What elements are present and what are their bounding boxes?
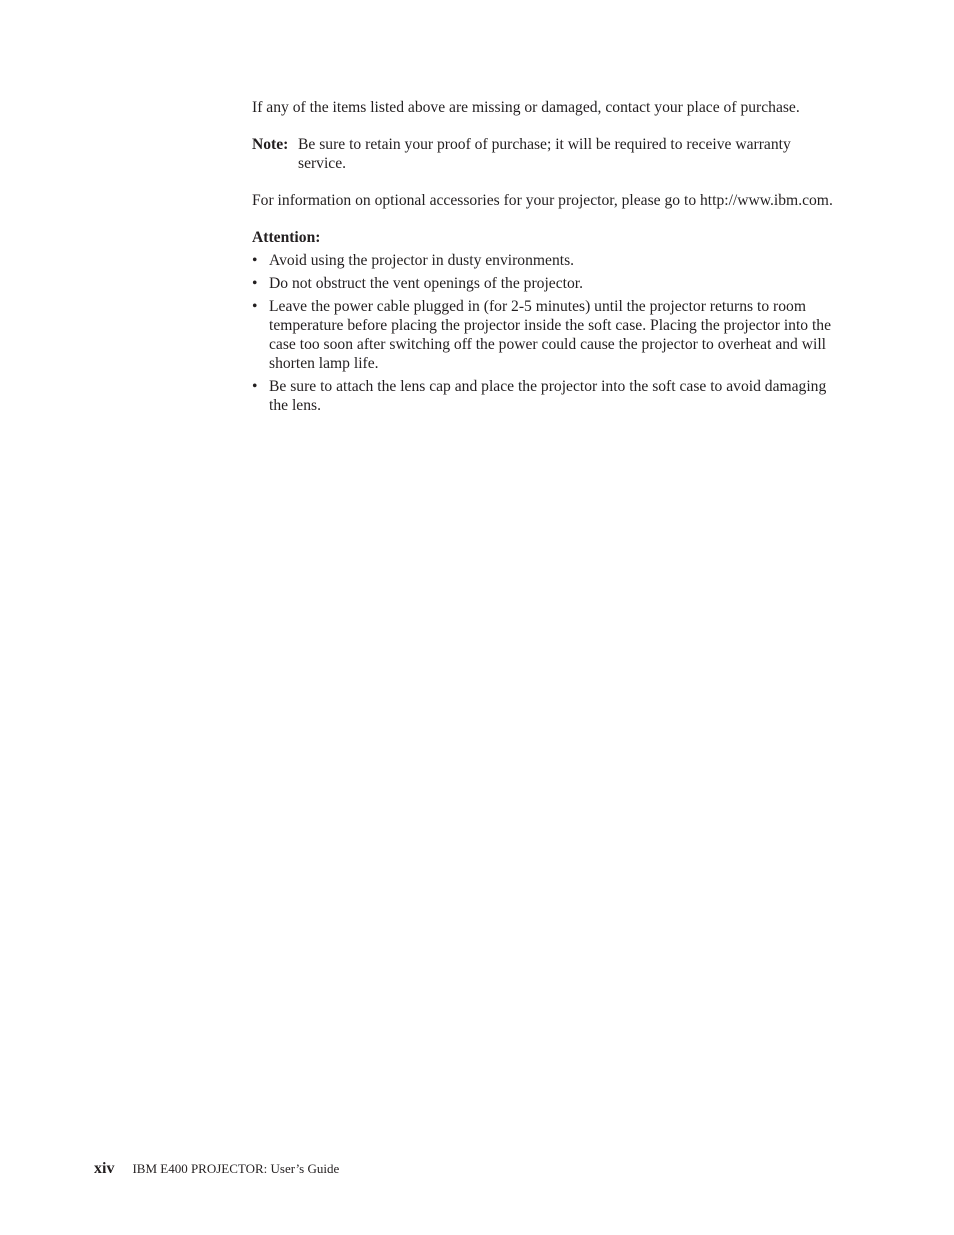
attention-heading: Attention: [252, 229, 321, 246]
attention-item [252, 297, 840, 373]
accessories-paragraph: For information on optional accessories for your projector, please go to http://www.ibm.com. [252, 192, 833, 209]
bullet-icon: • [252, 252, 258, 269]
attention-item [252, 274, 840, 293]
attention-item-text: Do not obstruct the vent openings of the projector. [269, 275, 583, 292]
bullet-icon: • [252, 298, 258, 315]
attention-item-text: Avoid using the projector in dusty environments. [269, 252, 575, 269]
page-content [252, 98, 840, 419]
note-label: Note: [252, 136, 289, 153]
document-title: IBM E400 PROJECTOR: User’s Guide [132, 1161, 340, 1176]
bullet-icon: • [252, 378, 258, 395]
note-block [252, 135, 840, 173]
attention-list [252, 251, 840, 415]
missing-items-paragraph: If any of the items listed above are missing or damaged, contact your place of purchase. [252, 99, 800, 116]
attention-item-text: Be sure to attach the lens cap and place the projector into the soft case to avoid damaging the lens. [269, 378, 827, 414]
attention-item [252, 251, 840, 270]
page-footer [94, 1160, 339, 1178]
bullet-icon: • [252, 275, 258, 292]
page-number: xiv [94, 1160, 115, 1177]
attention-item [252, 377, 840, 415]
attention-item-text: Leave the power cable plugged in (for 2-5 minutes) until the projector returns to room temperature before placing the projector inside the soft case. Placing the projector into the case too soon after switching off the power could cause the projector to overheat and will shorten lamp life. [269, 298, 832, 372]
note-text: Be sure to retain your proof of purchase; it will be required to receive warranty service. [298, 136, 791, 172]
